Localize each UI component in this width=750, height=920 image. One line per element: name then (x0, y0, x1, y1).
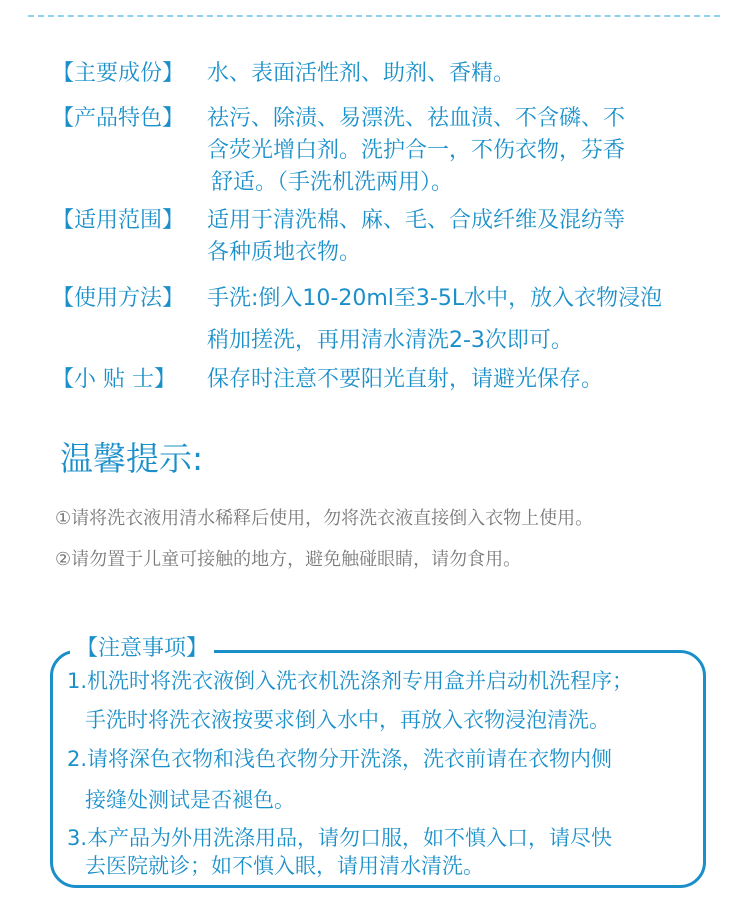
notice-line: 去医院就诊；如不慎入眼，请用清水清洗。 (85, 854, 484, 878)
notice-title: 【注意事项】 (70, 634, 214, 664)
spec-label: 【主要成份】 (52, 61, 185, 86)
spec-label: 【使用方法】 (52, 286, 185, 311)
spec-label: 【产品特色】 (52, 106, 185, 131)
spec-value: 保存时注意不要阳光直射，请避光保存。 (207, 367, 604, 392)
spec-value: 祛污、除渍、易漂洗、祛血渍、不含磷、不 含荧光增白剂。洗护合一，不伤衣物，芬香 舒适。（手洗机洗两用）。 (207, 106, 626, 195)
tips-title: 温馨提示: (60, 439, 204, 478)
tip-item: ①请将洗衣液用清水稀释后使用，勿将洗衣液直接倒入衣物上使用。 (55, 508, 594, 529)
spec-label: 【小 贴 士】 (52, 367, 176, 392)
notice-line: 2.请将深色衣物和浅色衣物分开洗涤，洗衣前请在衣物内侧 (67, 747, 613, 771)
notice-line: 手洗时将洗衣液按要求倒入水中，再放入衣物浸泡清洗。 (85, 708, 610, 732)
spec-value: 手洗:倒入10-20ml至3-5L水中，放入衣物浸泡 稍加搓洗，再用清水清洗2-3次即可。 (207, 286, 663, 353)
spec-label: 【适用范围】 (52, 208, 185, 233)
top-dashed-divider (28, 15, 720, 17)
spec-value: 适用于清洗棉、麻、毛、合成纤维及混纺等 各种质地衣物。 (207, 208, 626, 265)
notice-line: 3.本产品为外用洗涤用品，请勿口服，如不慎入口，请尽快 (67, 826, 613, 850)
spec-value: 水、表面活性剂、助剂、香精。 (207, 61, 516, 86)
tip-item: ②请勿置于儿童可接触的地方，避免触碰眼睛，请勿食用。 (55, 549, 522, 570)
notice-line: 接缝处测试是否褪色。 (85, 788, 295, 812)
notice-line: 1.机洗时将洗衣液倒入洗衣机洗涤剂专用盒并启动机洗程序； (67, 669, 634, 693)
